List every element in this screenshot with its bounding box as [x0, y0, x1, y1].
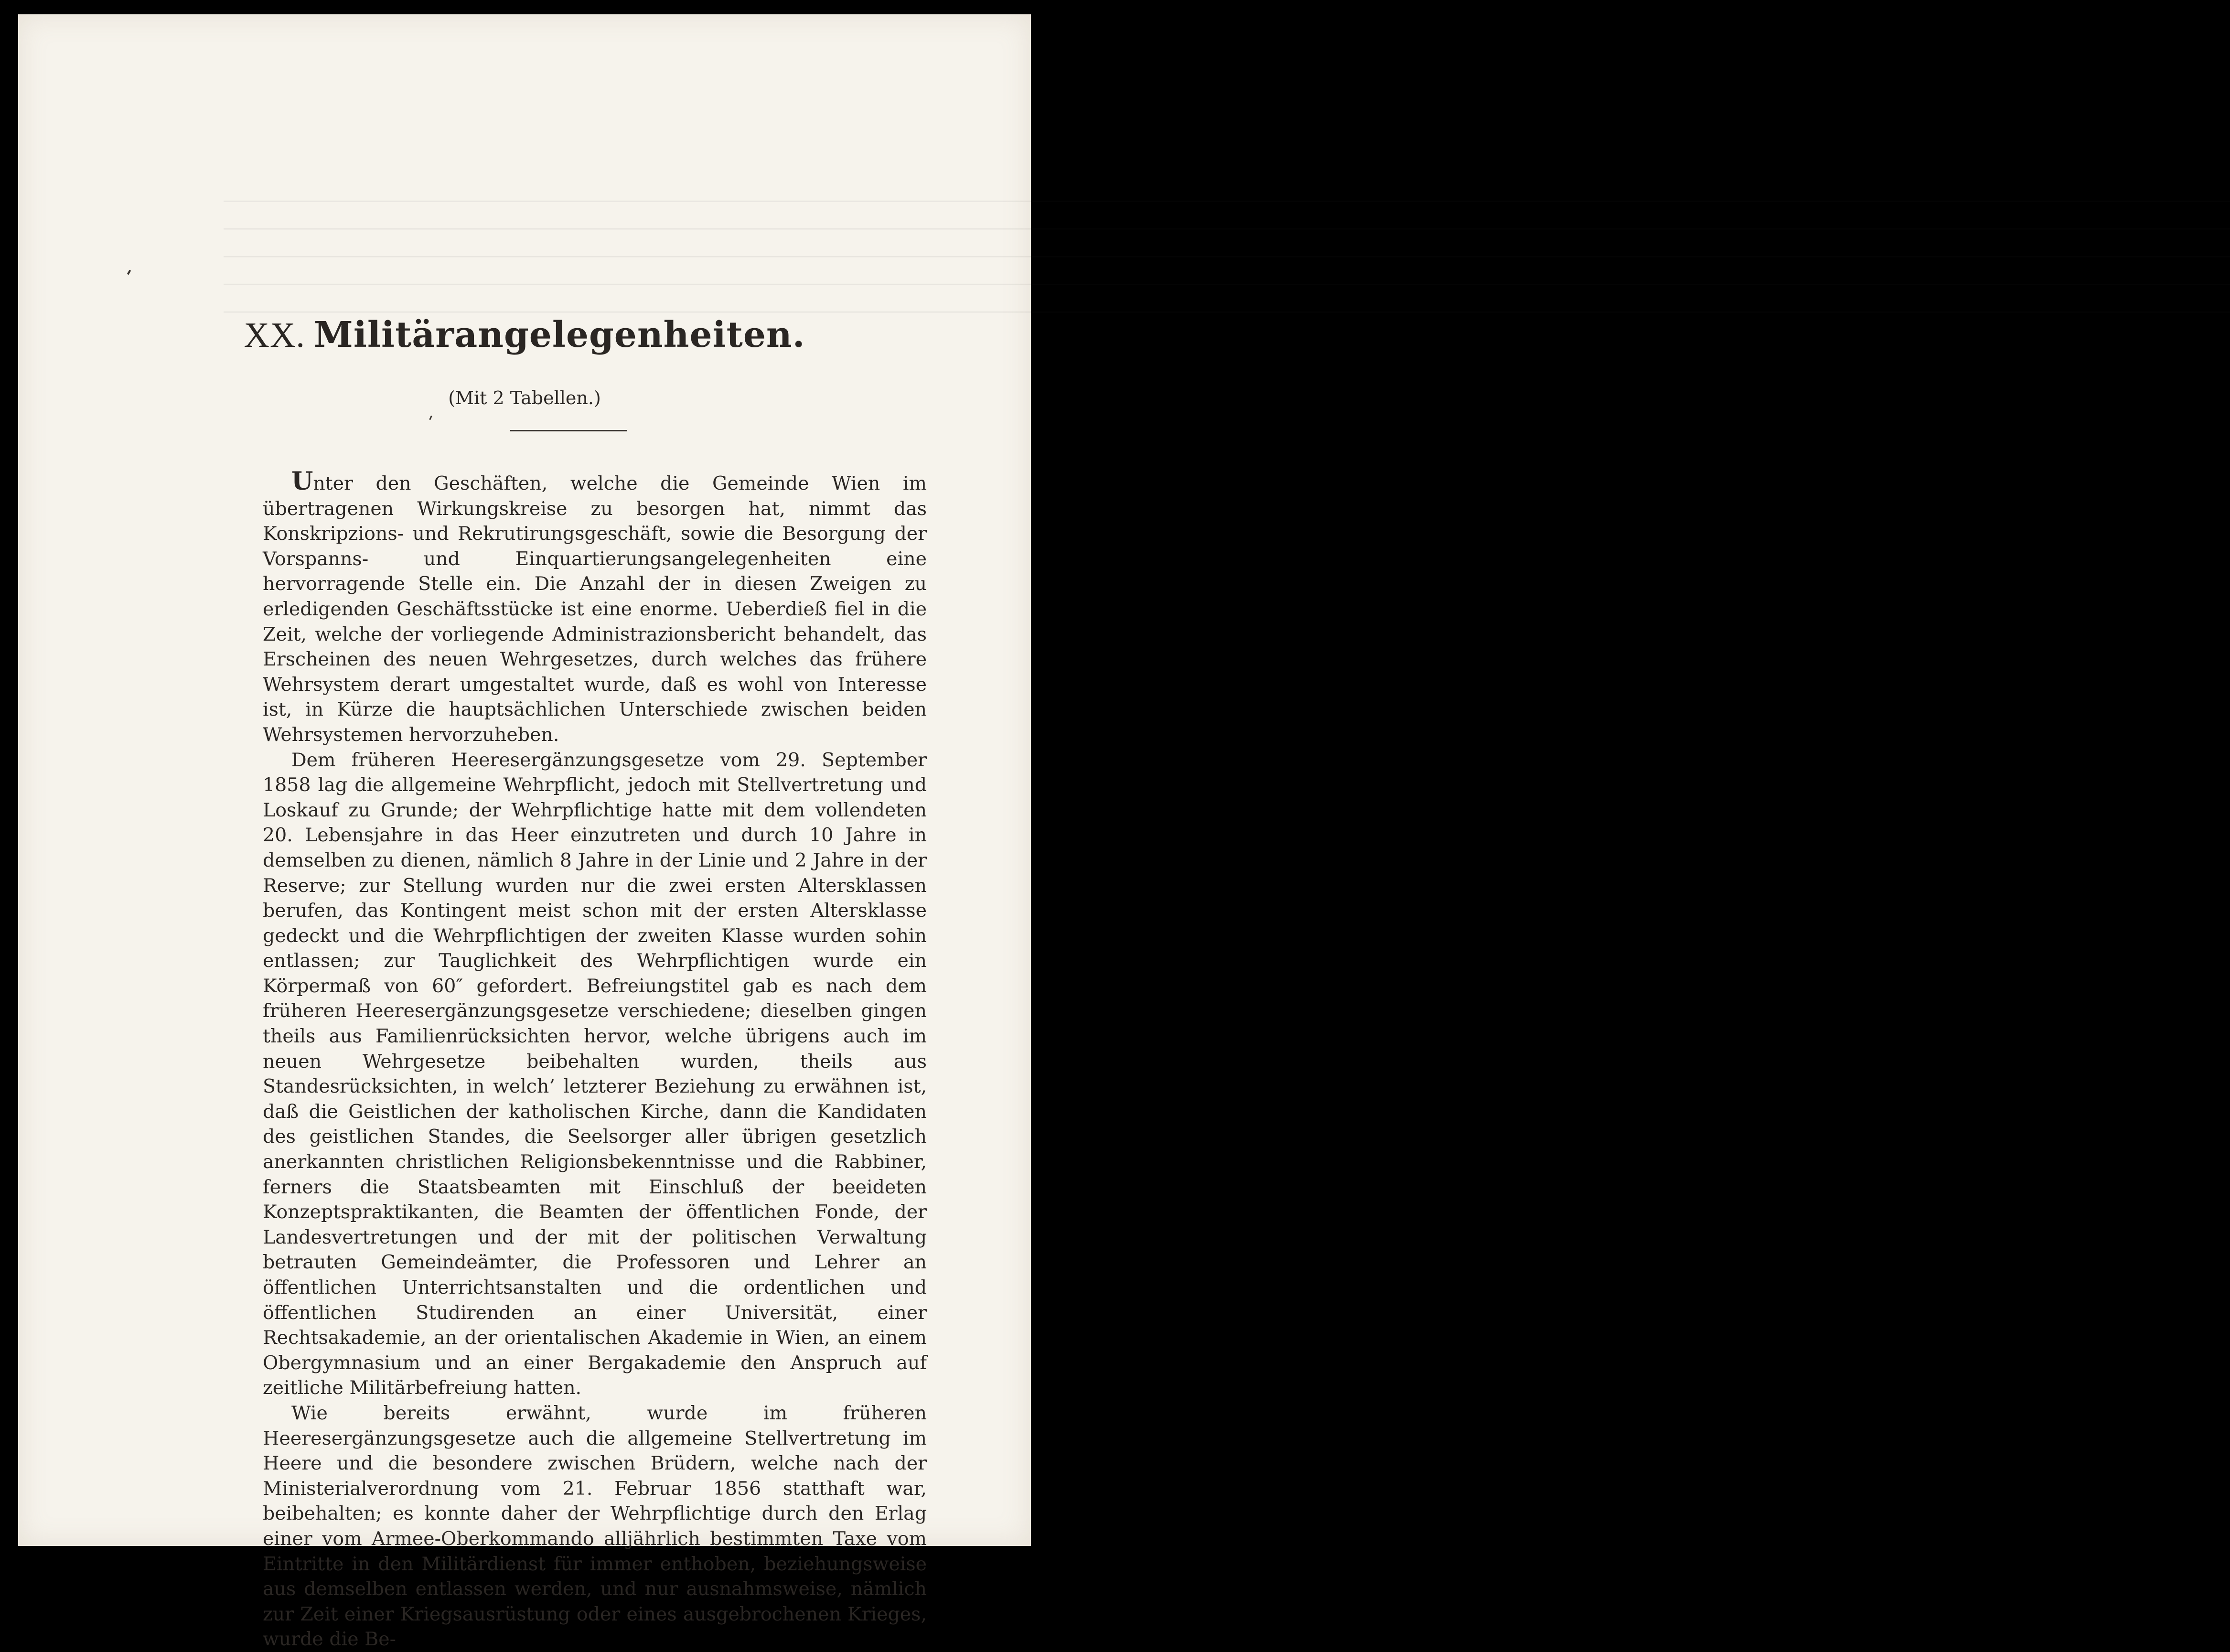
ink-speck	[127, 270, 131, 275]
paragraph-text: Dem früheren Heeresergänzungsgesetze vom 29. September 1858 lag die allgemeine Wehrpflicht, jedoch mit Stellvertretung und Loskauf zu Grunde; der Wehrpflichtige hatte mit dem vollendeten 20. Lebensjahre in das Heer einzutreten und durch 10 Jahre in demselben zu dienen, nämlich 8 Jahre in der Linie und 2 Jahre in der Reserve; zur Stellung wurden nur die zwei ersten Altersklassen berufen, das Kontingent meist schon mit der ersten Altersklasse gedeckt und die Wehrpflichtigen der zweiten Klasse wurden sohin entlassen; zur Tauglichkeit des Wehrpflichtigen wurde ein Körpermaß von 60″ gefordert. Befreiungstitel gab es nach dem früheren Heeresergänzungsgesetze verschiedene; dieselben gingen theils aus Familienrücksichten hervor, welche übrigens auch im neuen Wehrgesetze beibehalten wurden, theils aus Standesrücksichten, in welch’ letzterer Beziehung zu erwähnen ist, daß die Geistlichen der katholischen Kirche, dann die Kandidaten des geistlichen Standes, die Seelsorger aller übrigen gesetzlich anerkannten christlichen Religionsbekenntnisse und die Rabbiner, ferners die Staatsbeamten mit Einschluß der beeideten Konzeptspraktikanten, die Beamten der öffentlichen Fonde, der Landesvertretungen und der mit der politischen Verwaltung betrauten Gemeindeämter, die Professoren und Lehrer an öffentlichen Unterrichtsanstalten und die ordentlichen und öffentlichen Studirenden an einer Universität, einer Rechtsakademie, an der orientalischen Akademie in Wien, an einem Obergymnasium und an einer Bergakademie den Anspruch auf zeitliche Militärbefreiung hatten.	[263, 749, 927, 1399]
chapter-numeral: XX.	[244, 316, 305, 355]
body-text	[263, 469, 927, 1652]
chapter-subtitle: (Mit 2 Tabellen.)	[448, 387, 601, 408]
paragraph-text: Wie bereits erwähnt, wurde im früheren Heeresergänzungsgesetze auch die allgemeine Stellvertretung im Heere und die besondere zwischen Brüdern, welche nach der Ministerialverordnung vom 21. Februar 1856 statthaft war, beibehalten; es konnte daher der Wehrpflichtige durch den Erlag einer vom Armee-Oberkommando alljährlich bestimmten Taxe vom Eintritte in den Militärdienst für immer enthoben, beziehungsweise aus demselben entlassen werden, und nur ausnahmsweise, nämlich zur Zeit einer Kriegsausrüstung oder eines ausgebrochenen Krieges, wurde die Be-	[263, 1402, 927, 1651]
paragraph	[263, 1401, 927, 1652]
heading-divider	[510, 430, 627, 431]
ink-speck	[429, 416, 432, 420]
paragraph	[263, 748, 927, 1401]
paragraph	[263, 469, 927, 748]
paragraph-text: nter den Geschäften, welche die Gemeinde Wien im übertragenen Wirkungskreise zu besorgen hat, nimmt das Konskripzions- und Rekrutirungsgeschäft, sowie die Besorgung der Vorspanns- und Einquartierungsangelegenheiten eine hervorragende Stelle ein. Die Anzahl der in diesen Zweigen zu erledigenden Geschäftsstücke ist eine enorme. Ueberdieß fiel in die Zeit, welche der vorliegende Administrazionsbericht behandelt, das Erscheinen des neuen Wehrgesetzes, durch welches das frühere Wehrsystem derart umgestaltet wurde, daß es wohl von Interesse ist, in Kürze die hauptsächlichen Unterschiede zwischen beiden Wehrsystemen hervorzuheben.	[263, 472, 927, 746]
chapter-heading	[18, 309, 1031, 362]
document-page	[18, 14, 2230, 1651]
edge-mark	[0, 1345, 7, 1357]
chapter-title: Militärangelegenheiten.	[313, 314, 805, 355]
bleed-through-text: ――――――――――――――――――――――――――――――――――――――――――――――――――――――――――――――――――――――――――――――――――――――――――――――――――――――――― ――――――――――――――――――――――――――――――――――――――――――――――――――――――――――――――――――――――――――――――――――――――――――――――――――――――――― ――――――――――――――――――――――――――――――――――――――――――――――――――――――――――――――――――――――――――――――――――――――――――――――――――――――――― ――――――――――――――――――――――――――――――――――――――――――――――――――――――――――――――――――――――――――――――――――――――――――――――――――――――――― ―――――――――――――――――――――――――――――――――――――――――――――――――――――――――――――――――――――――――――――――――――――――――――――――――――――――――	[224, 189, 2230, 322]
initial-letter: U	[291, 467, 313, 496]
